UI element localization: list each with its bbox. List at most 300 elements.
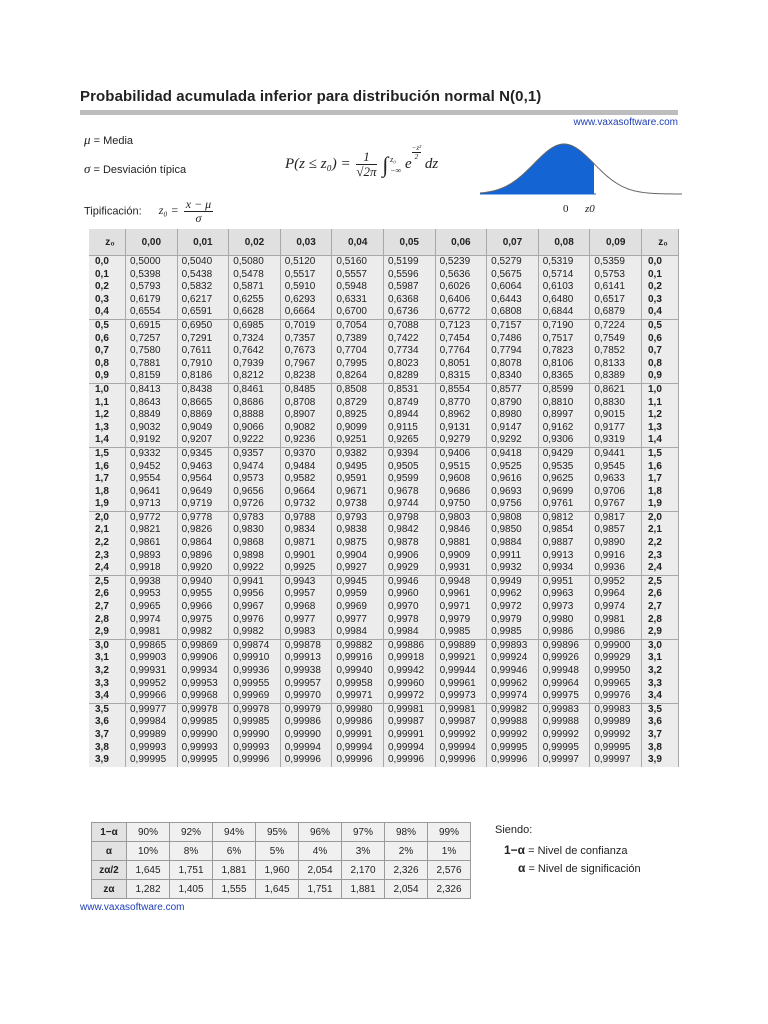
column-header: 0,04 [332,229,384,256]
table-cell: 0,9985 [487,626,539,639]
table-cell: 0,9871 [280,537,332,550]
table-cell: 0,99976 [590,690,642,703]
table-cell: 0,5319 [538,256,590,269]
table-cell: 0,99926 [538,652,590,665]
table-row [89,550,679,563]
table-cell: 0,8907 [280,409,332,422]
legend-media [84,132,133,148]
table-cell: 0,9868 [229,537,281,550]
table-row [89,486,679,499]
table-cell: 0,9292 [487,434,539,447]
table-cell: 0,5040 [177,256,229,269]
table-cell: 0,8413 [126,383,178,396]
table-cell: 0,99992 [538,729,590,742]
table-cell: 0,9713 [126,498,178,511]
table-cell: 0,6480 [538,294,590,307]
row-z-left: 1,9 [89,498,126,511]
table-cell: 0,9970 [383,601,435,614]
table-cell: 0,99990 [280,729,332,742]
table-cell: 0,6406 [435,294,487,307]
table-cell: 0,99995 [177,754,229,767]
table-cell: 0,9484 [280,461,332,474]
table-cell: 0,7257 [126,333,178,346]
row-z-left: 1,6 [89,461,126,474]
table-cell: 0,9945 [332,575,384,588]
table-cell: 0,7673 [280,345,332,358]
def-significance-text: = Nivel de significación [528,863,641,875]
source-url-bottom[interactable]: www.vaxasoftware.com [80,902,185,913]
table-cell: 0,99979 [280,703,332,716]
column-header: 0,07 [487,229,539,256]
table-cell: 0,8051 [435,358,487,371]
table-cell: 0,99953 [177,678,229,691]
table-cell: 0,99996 [435,754,487,767]
table-cell: 0,9932 [487,562,539,575]
table-cell: 0,9115 [383,422,435,435]
table-cell: 0,9641 [126,486,178,499]
table-cell: 0,6879 [590,306,642,319]
table-cell: 0,9664 [280,486,332,499]
table-cell: 0,6217 [177,294,229,307]
table-cell: 0,9049 [177,422,229,435]
table-row [89,678,679,691]
row-z-right: 1,4 [642,434,679,447]
table-cell: 0,6591 [177,306,229,319]
table-cell: 0,6064 [487,281,539,294]
table-cell: 0,9732 [280,498,332,511]
table-header-row [89,229,679,256]
table-cell: 0,8599 [538,383,590,396]
row-z-left: 3,4 [89,690,126,703]
row-header-left: z₀ [89,229,126,256]
standardization-label: Tipificación: [84,205,142,218]
table-cell: 0,99995 [590,742,642,755]
table-cell: 0,8106 [538,358,590,371]
standardization-den: σ [195,211,202,225]
row-z-right: 3,6 [642,716,679,729]
table-cell: 0,99929 [590,652,642,665]
table-cell: 0,9946 [383,575,435,588]
row-z-left: 3,6 [89,716,126,729]
table-cell: 0,9656 [229,486,281,499]
table-cell: 0,9319 [590,434,642,447]
table-cell: 0,9982 [177,626,229,639]
table-cell: 0,99978 [229,703,281,716]
table-cell: 0,9756 [487,498,539,511]
table-cell: 0,8461 [229,383,281,396]
table-cell: 0,7611 [177,345,229,358]
table-cell: 0,9608 [435,473,487,486]
table-cell: 0,6808 [487,306,539,319]
table-cell: 0,9649 [177,486,229,499]
table-row [89,370,679,383]
table-cell: 0,6985 [229,319,281,332]
table-cell: 0,9192 [126,434,178,447]
table-cell: 0,9222 [229,434,281,447]
table-row [89,256,679,269]
integral-upper: z₀ [390,154,396,164]
table-cell: 0,5987 [383,281,435,294]
table-cell: 0,5160 [332,256,384,269]
confidence-row-label: 1−α [92,823,127,842]
table-cell: 0,7704 [332,345,384,358]
sigma-label: = Desviación típica [93,164,187,176]
confidence-cell: 1,405 [170,880,213,899]
table-cell: 0,9878 [383,537,435,550]
table-cell: 0,8531 [383,383,435,396]
source-url-top[interactable]: www.vaxasoftware.com [573,117,678,128]
table-cell: 0,5438 [177,269,229,282]
table-cell: 0,9633 [590,473,642,486]
table-row [89,498,679,511]
table-row [89,703,679,716]
row-z-left: 3,7 [89,729,126,742]
confidence-cell: 6% [213,842,256,861]
row-z-left: 1,5 [89,447,126,460]
table-cell: 0,99965 [590,678,642,691]
confidence-cell: 2,576 [428,861,471,880]
exp-den: 2 [414,153,419,161]
table-cell: 0,5279 [487,256,539,269]
table-cell: 0,9964 [590,588,642,601]
table-cell: 0,9515 [435,461,487,474]
table-cell: 0,5636 [435,269,487,282]
table-cell: 0,9265 [383,434,435,447]
row-z-left: 0,0 [89,256,126,269]
row-z-left: 0,9 [89,370,126,383]
table-cell: 0,9838 [332,524,384,537]
table-cell: 0,6915 [126,319,178,332]
table-cell: 0,99955 [229,678,281,691]
table-cell: 0,99992 [435,729,487,742]
table-cell: 0,9976 [229,614,281,627]
table-cell: 0,9893 [126,550,178,563]
table-cell: 0,9961 [435,588,487,601]
row-z-right: 3,9 [642,754,679,767]
confidence-cell: 1,960 [256,861,299,880]
table-cell: 0,8508 [332,383,384,396]
row-z-right: 3,1 [642,652,679,665]
table-row [89,729,679,742]
table-cell: 0,99964 [538,678,590,691]
table-cell: 0,9671 [332,486,384,499]
table-row [89,358,679,371]
table-cell: 0,9911 [487,550,539,563]
table-cell: 0,8577 [487,383,539,396]
table-cell: 0,99995 [487,742,539,755]
integral-sign: ∫ [382,151,389,177]
table-cell: 0,9830 [229,524,281,537]
table-cell: 0,5080 [229,256,281,269]
table-cell: 0,5596 [383,269,435,282]
table-cell: 0,99957 [280,678,332,691]
table-cell: 0,8665 [177,397,229,410]
table-row [89,562,679,575]
row-z-right: 2,5 [642,575,679,588]
table-row [89,626,679,639]
table-cell: 0,9920 [177,562,229,575]
table-cell: 0,9940 [177,575,229,588]
table-cell: 0,9936 [590,562,642,575]
row-z-left: 1,8 [89,486,126,499]
table-cell: 0,9099 [332,422,384,435]
table-cell: 0,9972 [487,601,539,614]
row-z-left: 0,3 [89,294,126,307]
row-z-left: 3,0 [89,639,126,652]
row-z-right: 2,7 [642,601,679,614]
table-cell: 0,9418 [487,447,539,460]
table-cell: 0,99996 [332,754,384,767]
row-z-right: 1,1 [642,397,679,410]
table-cell: 0,8023 [383,358,435,371]
table-cell: 0,9817 [590,511,642,524]
table-cell: 0,8888 [229,409,281,422]
table-cell: 0,99991 [383,729,435,742]
table-cell: 0,7852 [590,345,642,358]
table-cell: 0,99968 [177,690,229,703]
row-z-right: 0,5 [642,319,679,332]
table-cell: 0,99985 [229,716,281,729]
table-cell: 0,99874 [229,639,281,652]
table-cell: 0,7794 [487,345,539,358]
table-cell: 0,8849 [126,409,178,422]
row-z-left: 1,7 [89,473,126,486]
table-cell: 0,99990 [229,729,281,742]
row-z-left: 1,0 [89,383,126,396]
table-cell: 0,9943 [280,575,332,588]
column-header: 0,03 [280,229,332,256]
siendo-label: Siendo: [495,824,533,836]
table-cell: 0,99981 [435,703,487,716]
table-cell: 0,8830 [590,397,642,410]
table-cell: 0,9525 [487,461,539,474]
row-z-right: 3,4 [642,690,679,703]
table-cell: 0,99983 [590,703,642,716]
table-cell: 0,9177 [590,422,642,435]
table-cell: 0,99984 [126,716,178,729]
table-cell: 0,99910 [229,652,281,665]
table-cell: 0,7881 [126,358,178,371]
table-cell: 0,9925 [280,562,332,575]
table-cell: 0,99993 [177,742,229,755]
table-cell: 0,9463 [177,461,229,474]
row-z-right: 3,3 [642,678,679,691]
confidence-cell: 2,326 [385,861,428,880]
curve-zero-label: 0 [563,203,569,215]
table-cell: 0,9357 [229,447,281,460]
table-cell: 0,9960 [383,588,435,601]
table-cell: 0,9474 [229,461,281,474]
table-cell: 0,99940 [332,665,384,678]
table-row [89,537,679,550]
table-cell: 0,99942 [383,665,435,678]
table-cell: 0,8944 [383,409,435,422]
table-cell: 0,9854 [538,524,590,537]
confidence-cell: 4% [299,842,342,861]
table-row [89,461,679,474]
table-cell: 0,99994 [435,742,487,755]
table-cell: 0,99994 [280,742,332,755]
table-cell: 0,9967 [229,601,281,614]
row-z-right: 1,0 [642,383,679,396]
table-row [89,294,679,307]
table-cell: 0,99994 [383,742,435,755]
table-cell: 0,8643 [126,397,178,410]
table-cell: 0,8869 [177,409,229,422]
table-cell: 0,99978 [177,703,229,716]
table-cell: 0,9978 [383,614,435,627]
table-cell: 0,9984 [383,626,435,639]
table-cell: 0,9974 [126,614,178,627]
table-cell: 0,99944 [435,665,487,678]
table-cell: 0,9279 [435,434,487,447]
table-cell: 0,9082 [280,422,332,435]
table-cell: 0,9744 [383,498,435,511]
table-row [89,409,679,422]
table-cell: 0,5557 [332,269,384,282]
table-cell: 0,99993 [229,742,281,755]
table-cell: 0,9778 [177,511,229,524]
table-cell: 0,9983 [280,626,332,639]
table-cell: 0,99992 [487,729,539,742]
table-cell: 0,9382 [332,447,384,460]
confidence-cell: 95% [256,823,299,842]
table-cell: 0,8186 [177,370,229,383]
table-cell: 0,6141 [590,281,642,294]
table-cell: 0,7422 [383,333,435,346]
table-cell: 0,9901 [280,550,332,563]
table-cell: 0,6736 [383,306,435,319]
confidence-row [92,880,471,899]
shaded-area [480,144,594,194]
table-cell: 0,99996 [280,754,332,767]
table-cell: 0,9582 [280,473,332,486]
table-cell: 0,9750 [435,498,487,511]
row-z-left: 3,1 [89,652,126,665]
table-cell: 0,9505 [383,461,435,474]
table-cell: 0,8749 [383,397,435,410]
table-cell: 0,99918 [383,652,435,665]
table-cell: 0,99921 [435,652,487,665]
table-cell: 0,9941 [229,575,281,588]
row-z-right: 0,1 [642,269,679,282]
table-cell: 0,9971 [435,601,487,614]
confidence-cell: 2,326 [428,880,471,899]
sigma-symbol: σ [84,161,91,176]
table-cell: 0,99981 [383,703,435,716]
table-cell: 0,6103 [538,281,590,294]
row-z-left: 2,4 [89,562,126,575]
table-cell: 0,9207 [177,434,229,447]
table-cell: 0,8729 [332,397,384,410]
table-row [89,269,679,282]
confidence-cell: 1,881 [213,861,256,880]
row-z-right: 2,2 [642,537,679,550]
table-cell: 0,99989 [590,716,642,729]
table-cell: 0,99990 [177,729,229,742]
confidence-cell: 1,645 [127,861,170,880]
confidence-cell: 1,881 [342,880,385,899]
table-cell: 0,8554 [435,383,487,396]
column-header: 0,02 [229,229,281,256]
table-cell: 0,5239 [435,256,487,269]
table-cell: 0,7642 [229,345,281,358]
table-row [89,306,679,319]
table-cell: 0,6179 [126,294,178,307]
table-cell: 0,99992 [590,729,642,742]
table-cell: 0,8264 [332,370,384,383]
table-cell: 0,5675 [487,269,539,282]
table-cell: 0,6628 [229,306,281,319]
row-z-left: 1,1 [89,397,126,410]
table-cell: 0,9962 [487,588,539,601]
standardization [84,198,213,225]
table-cell: 0,99977 [126,703,178,716]
confidence-cell: 3% [342,842,385,861]
row-z-right: 2,4 [642,562,679,575]
table-cell: 0,9625 [538,473,590,486]
table-cell: 0,99982 [487,703,539,716]
row-z-right: 3,5 [642,703,679,716]
table-cell: 0,9898 [229,550,281,563]
table-cell: 0,99987 [435,716,487,729]
row-z-right: 3,7 [642,729,679,742]
table-cell: 0,8925 [332,409,384,422]
table-cell: 0,9957 [280,588,332,601]
table-row [89,524,679,537]
row-z-left: 3,2 [89,665,126,678]
row-z-left: 2,9 [89,626,126,639]
table-row [89,754,679,767]
table-cell: 0,7224 [590,319,642,332]
table-cell: 0,99986 [332,716,384,729]
table-cell: 0,9857 [590,524,642,537]
row-z-left: 3,9 [89,754,126,767]
table-cell: 0,9726 [229,498,281,511]
table-cell: 0,7486 [487,333,539,346]
table-cell: 0,9251 [332,434,384,447]
table-cell: 0,9599 [383,473,435,486]
table-cell: 0,9554 [126,473,178,486]
table-cell: 0,7939 [229,358,281,371]
table-cell: 0,8810 [538,397,590,410]
table-cell: 0,99878 [280,639,332,652]
table-cell: 0,9979 [487,614,539,627]
table-cell: 0,99970 [280,690,332,703]
table-cell: 0,9429 [538,447,590,460]
table-cell: 0,99980 [332,703,384,716]
table-cell: 0,9767 [590,498,642,511]
table-cell: 0,99934 [177,665,229,678]
table-cell: 0,9982 [229,626,281,639]
table-cell: 0,9131 [435,422,487,435]
table-cell: 0,8485 [280,383,332,396]
table-cell: 0,9931 [435,562,487,575]
row-z-right: 2,0 [642,511,679,524]
confidence-cell: 2,170 [342,861,385,880]
table-cell: 0,9699 [538,486,590,499]
table-row [89,742,679,755]
row-header-right: z₀ [642,229,679,256]
table-cell: 0,8962 [435,409,487,422]
table-cell: 0,99989 [126,729,178,742]
table-cell: 0,7357 [280,333,332,346]
table-cell: 0,8078 [487,358,539,371]
table-cell: 0,9986 [538,626,590,639]
def-significance-symbol: α [518,861,526,875]
table-row [89,319,679,332]
table-cell: 0,9406 [435,447,487,460]
